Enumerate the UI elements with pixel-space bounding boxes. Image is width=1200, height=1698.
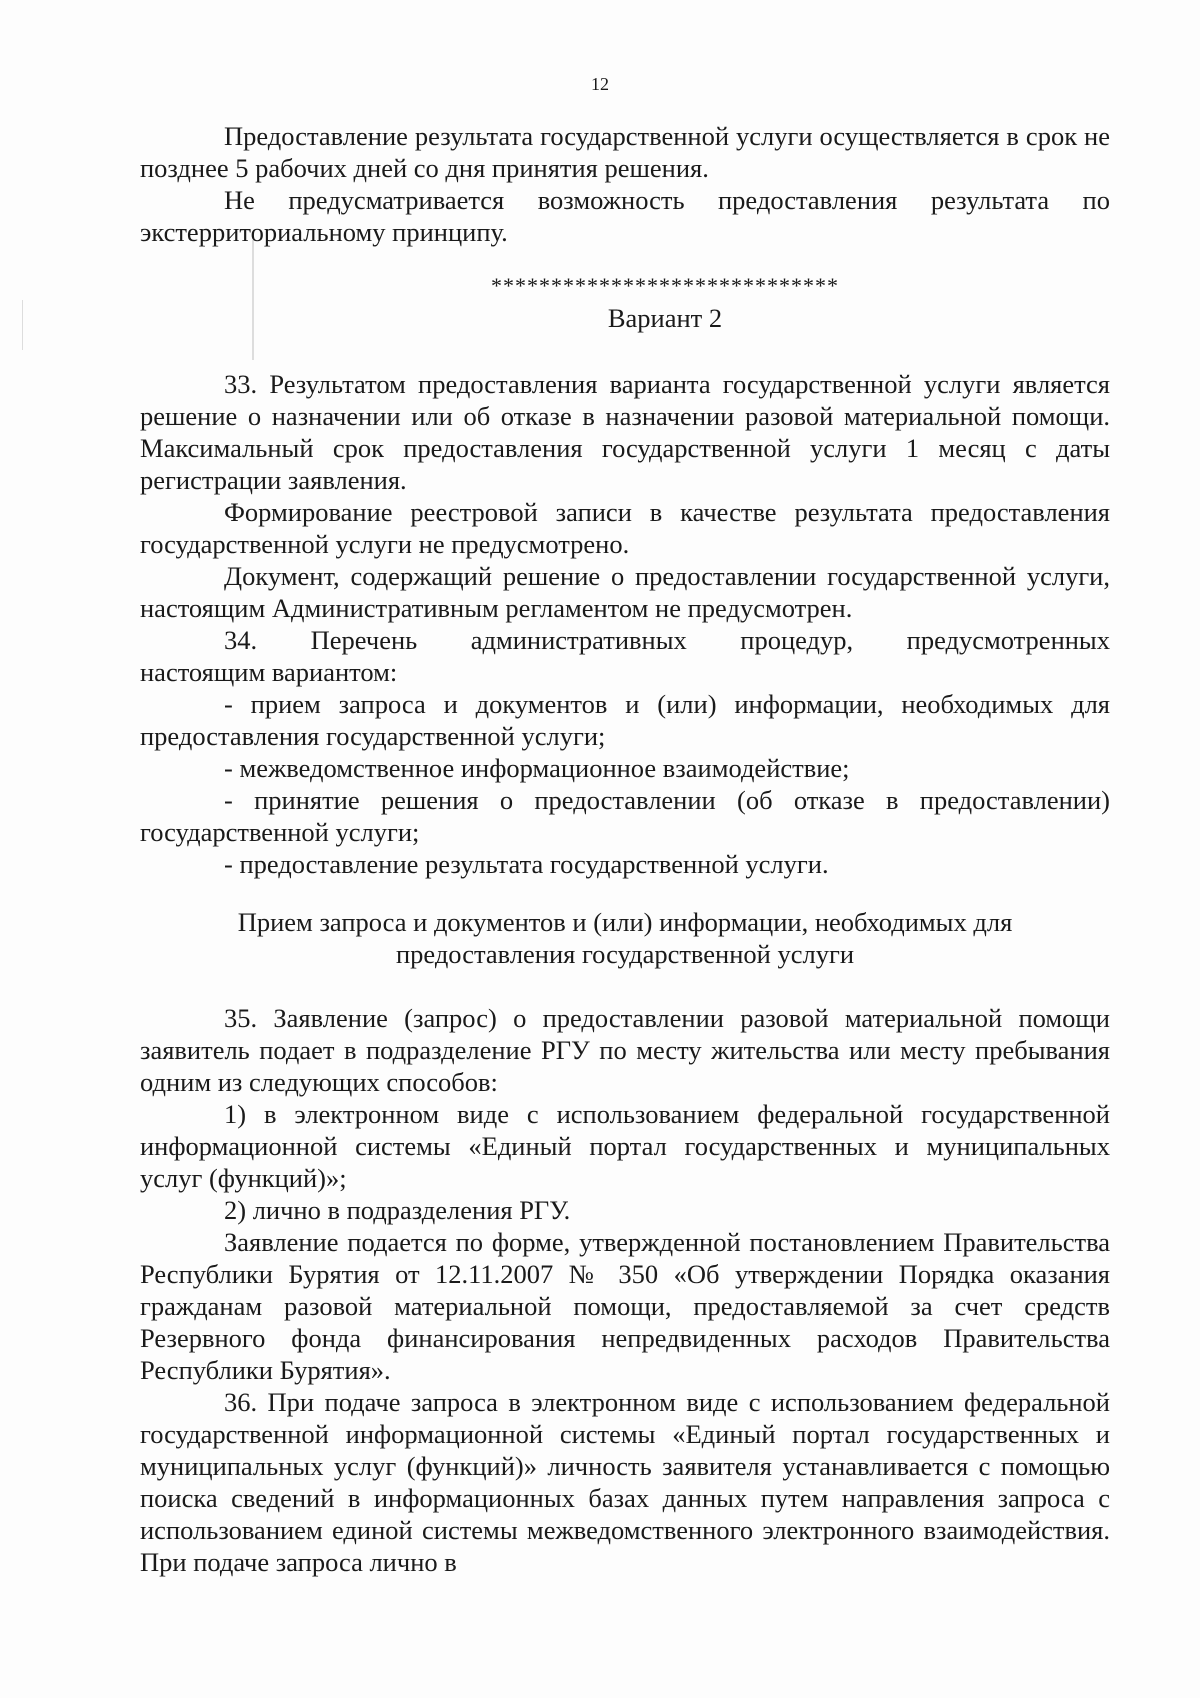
- list-item: - предоставление результата государственной услуги.: [224, 849, 829, 879]
- paragraph-35-option-1: 1) в электронном виде с использованием федеральной государственной информационной системы «Единый портал государственных и муниципальных услуг (функций)»;: [140, 1099, 1110, 1193]
- paragraph-decision-document: Документ, содержащий решение о предоставлении государственной услуги, настоящим Административным регламентом не предусмотрен.: [140, 561, 1110, 623]
- section-separator: *****************************: [491, 273, 839, 298]
- variant-title: Вариант 2: [607, 303, 723, 333]
- paragraph-35-option-2: 2) лично в подразделения РГУ.: [224, 1195, 571, 1225]
- page-number: 12: [591, 74, 609, 94]
- paragraph-34-word: 34.: [224, 625, 258, 655]
- list-item: - принятие решения о предоставлении (об отказе в предоставлении) государственной услуги;: [140, 785, 1110, 847]
- subsection-heading: Прием запроса и документов и (или) информации, необходимых для предоставления государственной услуги: [237, 907, 1013, 969]
- scan-artifact: [22, 300, 23, 350]
- paragraph-34-word: Перечень: [310, 625, 418, 655]
- spacer: [140, 334, 1110, 368]
- paragraph-35-form: Заявление подается по форме, утвержденной постановлением Правительства Республики Бурятия от 12.11.2007 № 350 «Об утверждении Порядка оказания гражданам разовой материальной помощи, предоставляемой за счет средств Резервного фонда финансирования непредвиденных расходов Правительства Республики Бурятия».: [140, 1227, 1110, 1385]
- list-item: - прием запроса и документов и (или) информации, необходимых для предоставления государственной услуги;: [140, 689, 1110, 751]
- paragraph-34-line2: настоящим вариантом:: [140, 657, 398, 687]
- paragraph-34-word: административных: [470, 625, 687, 655]
- paragraph-36: 36. При подаче запроса в электронном виде с использованием федеральной государственной информационной системы «Единый портал государственных и муниципальных услуг (функций)» личность заявителя устанавливается с помощью поиска сведений в информационных базах данных путем направления запроса с использованием единой системы межведомственного электронного взаимодействия. При подаче запроса лично в: [140, 1387, 1110, 1577]
- list-item: - межведомственное информационное взаимодействие;: [224, 753, 850, 783]
- paragraph-exterritorial: Не предусматривается возможность предоставления результата по экстерриториальному принципу.: [140, 185, 1110, 247]
- paragraph-33: 33. Результатом предоставления варианта государственной услуги является решение о назначении или об отказе в назначении разовой материальной помощи. Максимальный срок предоставления государственной услуги 1 месяц с даты регистрации заявления.: [140, 369, 1110, 495]
- document-body: [140, 120, 1110, 1578]
- paragraph-35: 35. Заявление (запрос) о предоставлении разовой материальной помощи заявитель подает в подразделение РГУ по месту жительства или месту пребывания одним из следующих способов:: [140, 1003, 1110, 1097]
- paragraph-34-word: процедур,: [740, 625, 854, 655]
- paragraph-34-line1: [140, 624, 1110, 656]
- paragraph-registry-record: Формирование реестровой записи в качестве результата предоставления государственной услуги не предусмотрено.: [140, 497, 1110, 559]
- paragraph-result-deadline: Предоставление результата государственной услуги осуществляется в срок не позднее 5 рабочих дней со дня принятия решения.: [140, 121, 1110, 183]
- paragraph-34-word: предусмотренных: [906, 625, 1110, 655]
